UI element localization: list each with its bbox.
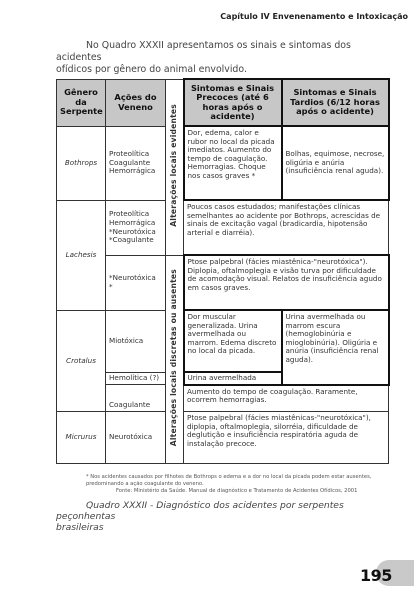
sintomas-lachesis-2: Ptose palpebral (fácies miastênica-"neurotóxica"). Diplopia, oftalmoplegia e visão turva por dificuldade de acomodação visual. Relatos de insuficiência agudo em casos graves. <box>184 255 389 310</box>
vertical-label-discretas-col <box>166 255 184 464</box>
acoes-micrurus: Neurotóxica <box>106 412 166 464</box>
table-source: Fonte: Ministério da Saúde. Manual de diagnóstico e Tratamento de Acidentes Ofídicos, 2001 <box>116 488 358 494</box>
vertical-text-evidentes: Alterações locais evidentes <box>168 104 178 228</box>
intro-paragraph <box>56 40 396 76</box>
vertical-text-discretas: Alterações locais discretas ou ausentes <box>168 269 178 447</box>
acoes-bothrops: Proteolítica Coagulante Hemorrágica <box>106 126 166 200</box>
acao-miotoxica: Miotóxica <box>106 310 166 372</box>
acoes-lachesis-1: Proteolítica Hemorrágica *Neurotóxica *Coagulante <box>106 200 166 255</box>
table-caption <box>56 500 386 533</box>
header-tardios: Sintomas e Sinais Tardios (6/12 horas após o acidente) <box>282 79 389 126</box>
tardios-bothrops: Bolhas, equimose, necrose, oligúria e anúria (insuficiência renal aguda). <box>282 126 389 200</box>
genus-lachesis: Lachesis <box>57 200 106 310</box>
table-footnote: * Nos acidentes causados por filhotes de Bothrops o edema e a dor no local da picada podem estar ausentes, predominando a ação coagulante do veneno. <box>86 474 372 487</box>
precoces-bothrops: Dor, edema, calor e rubor no local da picada imediatos. Aumento do tempo de coagulação. Hemorragias. Choque nos casos graves * <box>184 126 282 200</box>
header-acoes: Ações do Veneno <box>106 79 166 126</box>
caption-line-2: brasileiras <box>56 522 104 533</box>
snake-accident-table <box>56 78 390 464</box>
page-number: 195 <box>360 566 392 585</box>
genus-crotalus: Crotalus <box>57 310 106 412</box>
acao-hemolitica: Hemolítica (?) <box>106 372 166 385</box>
acoes-lachesis-2: *Neurotóxica * <box>106 255 166 310</box>
precoces-miotoxica: Dor muscular generalizada. Urina avermelhada ou marrom. Edema discreto no local da picada. <box>184 310 282 372</box>
header-precoces: Sintomas e Sinais Precoces (até 6 horas após o acidente) <box>184 79 282 126</box>
tardios-miotoxica: Urina avermelhada ou marrom escura (hemoglobinúria e mioglobinúria). Oligúria e anúria (insuficiência renal aguda). <box>282 310 389 385</box>
sintoma-hemolitica: Urina avermelhada <box>184 372 282 385</box>
genus-bothrops: Bothrops <box>57 126 106 200</box>
acao-coagulante: Coagulante <box>106 385 166 412</box>
intro-line-1: No Quadro XXXII apresentamos os sinais e sintomas dos acidentes <box>56 40 351 63</box>
caption-line-1: Quadro XXXII - Diagnóstico dos acidentes por serpentes peçonhentas <box>56 500 344 522</box>
sintomas-micrurus: Ptose palpebral (fácies miastênicas-"neurotóxica"), diplopia, oftalmoplegia, silorréia, dificuldade de deglutição e insuficiência respiratória aguda de instalação precoce. <box>184 412 389 464</box>
intro-line-2: ofídicos por gênero do animal envolvido. <box>56 64 247 75</box>
header-genero: Gênero da Serpente <box>57 79 106 126</box>
vertical-label-evidentes <box>166 79 184 255</box>
chapter-title: Capítulo IV Envenenamento e Intoxicação <box>220 12 408 21</box>
sintoma-coagulante: Aumento do tempo de coagulação. Raramente, ocorrem hemorragias. <box>184 385 389 412</box>
genus-micrurus: Micrurus <box>57 412 106 464</box>
sintomas-lachesis-1: Poucos casos estudados; manifestações clínicas semelhantes ao acidente por Bothrops, acrescidas de sinais de excitação vagal (bradicardia, hipotensão arterial e diarréia). <box>184 200 389 255</box>
